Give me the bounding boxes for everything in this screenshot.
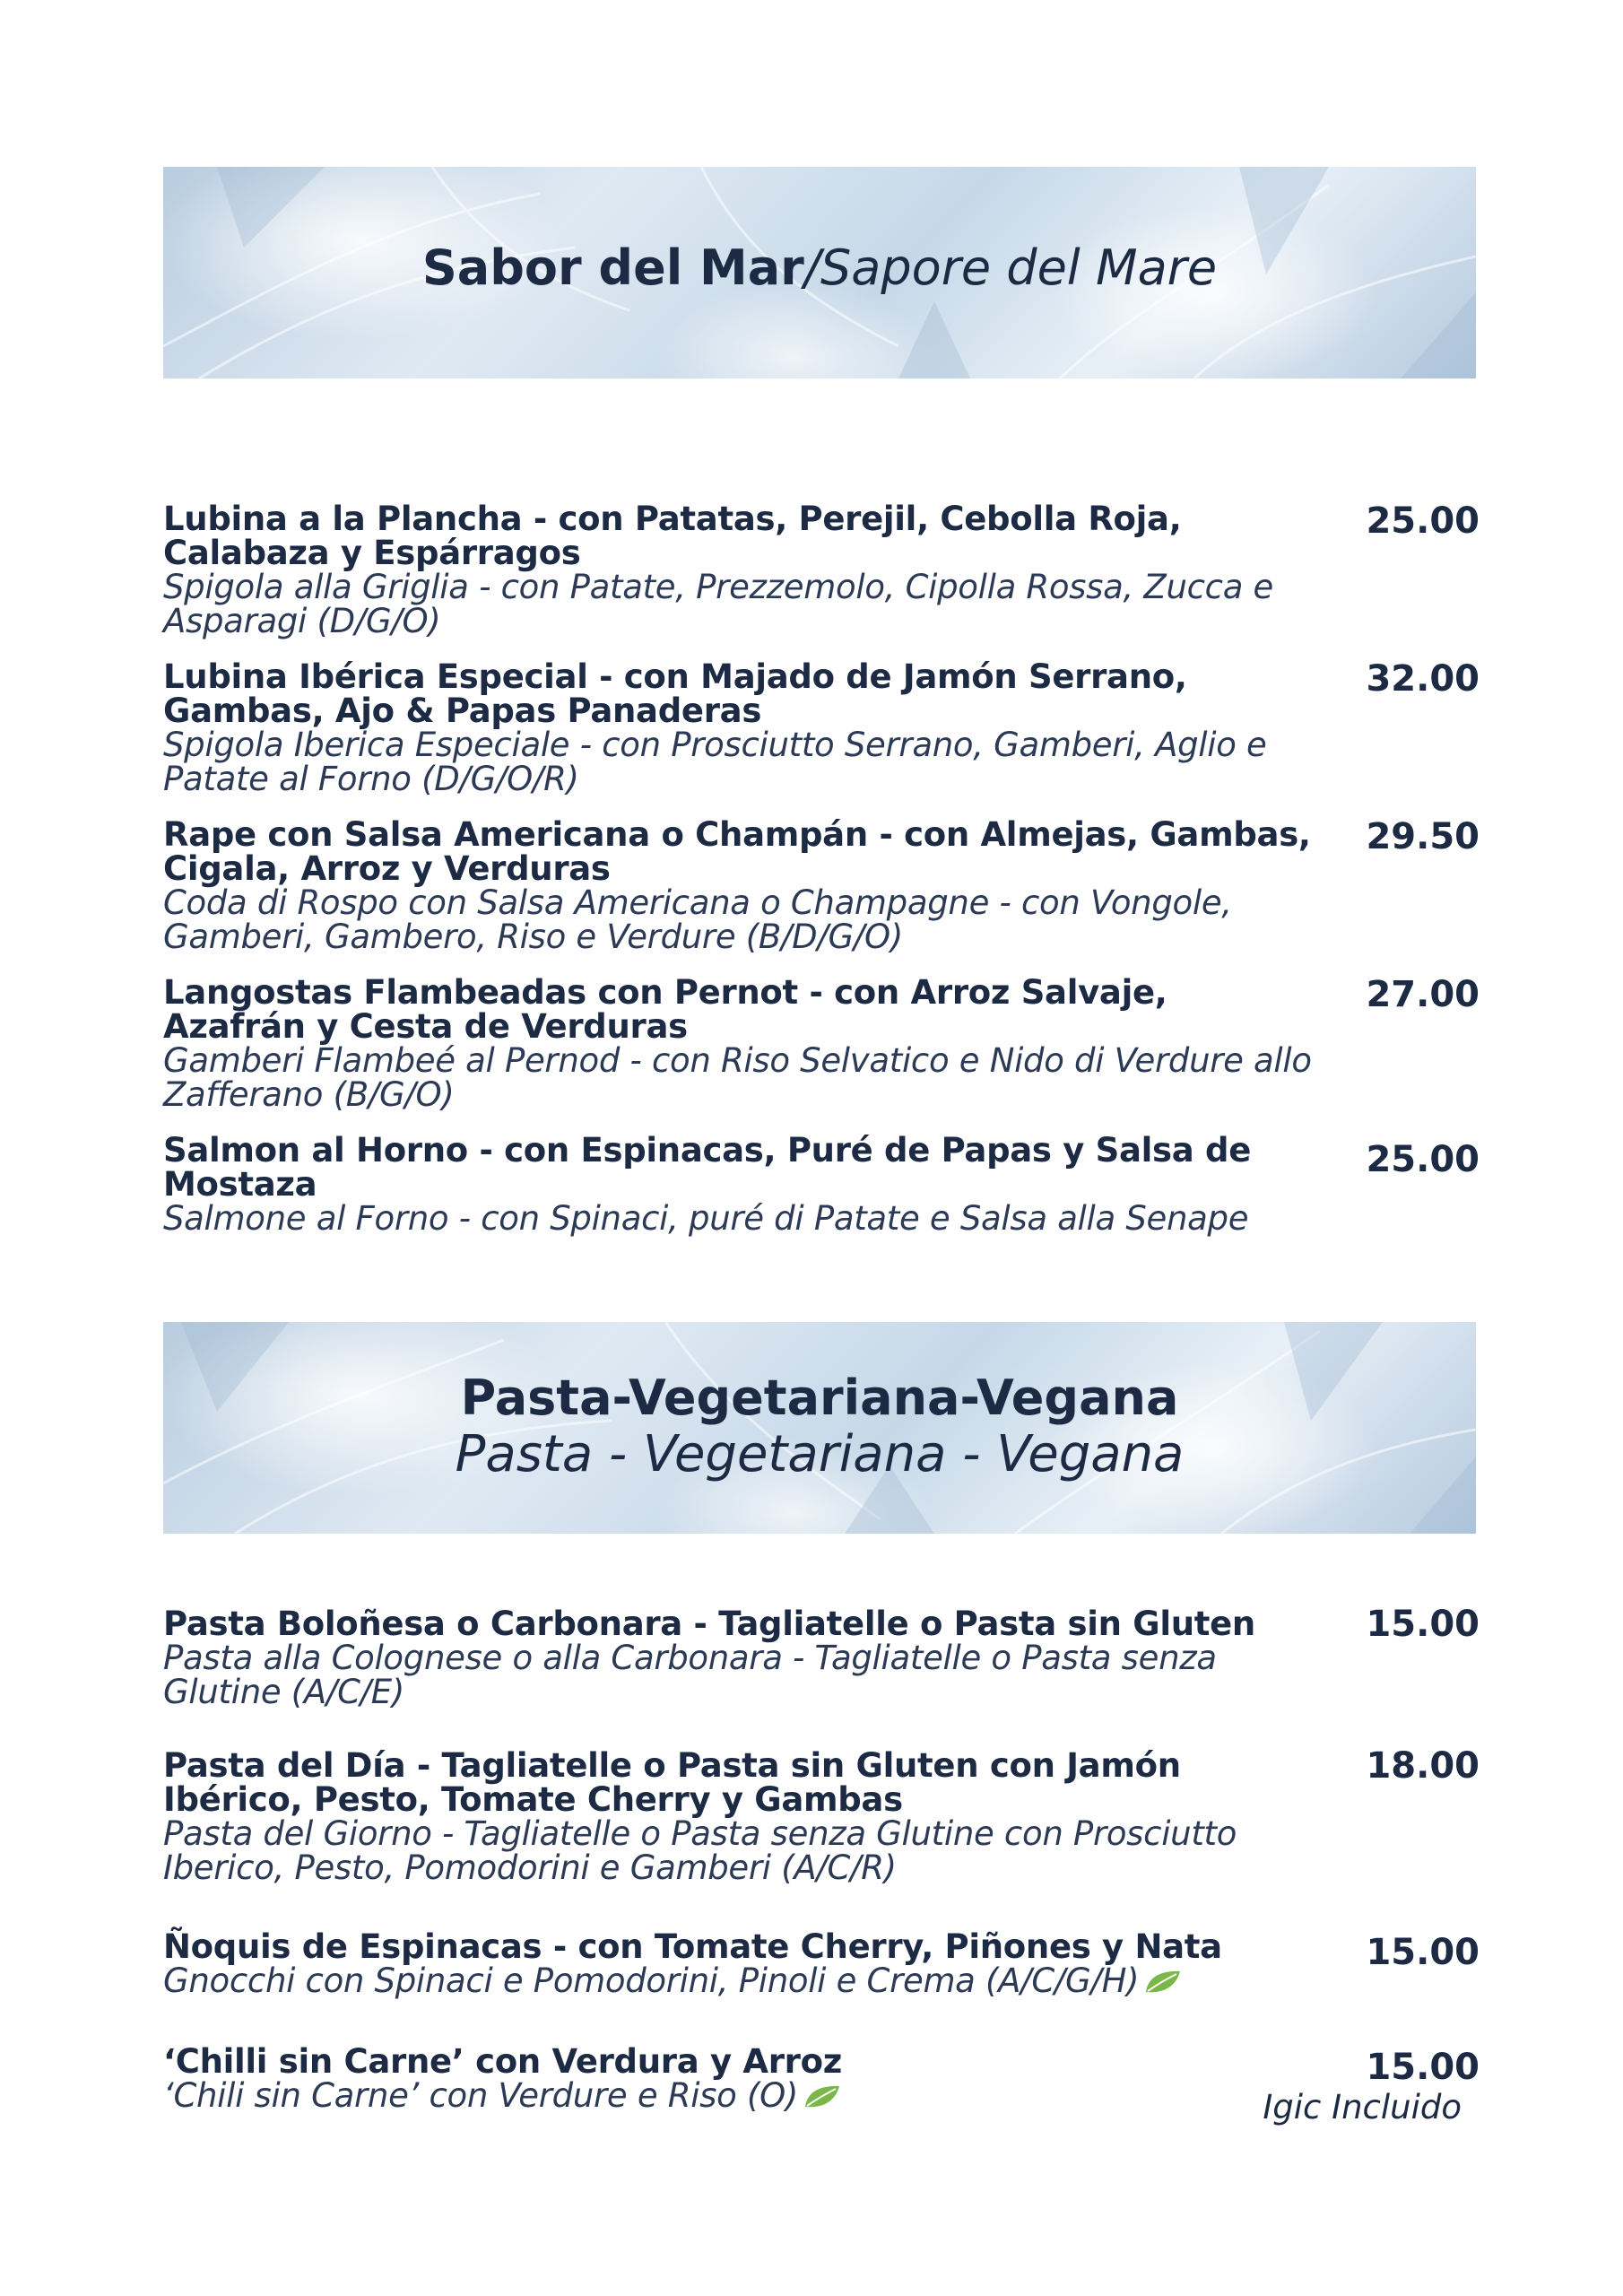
item-price: 25.00 [1366,500,1480,542]
vegan-leaf-icon [1142,1969,1182,1996]
section-title-es: Pasta-Vegetariana-Vegana [460,1370,1179,1426]
tax-included-note: Igic Incluido [1263,2088,1462,2126]
item-price: 18.00 [1366,1745,1480,1787]
item-name-es: Pasta Boloñesa o Carbonara - Tagliatelle o Pasta sin Gluten [163,1605,1255,1643]
section-title [163,240,1476,296]
menu-item [163,973,1320,1114]
item-name-es: Lubina Ibérica Especial - con Majado de Jamón Serrano, Gambas, Ajo & Papas Panaderas [163,657,1187,730]
item-name-it: Gamberi Flambeé al Pernod - con Riso Selvatico e Nido di Verdure allo Zafferano (B/G/O) [163,1041,1312,1114]
item-name-it-text: Gnocchi con Spinaci e Pomodorini, Pinoli e Crema (A/C/G/H) [163,1961,1140,2000]
menu-item [163,1607,1320,1709]
menu-item [163,2042,1320,2115]
item-name-it: Spigola alla Griglia - con Patate, Prezzemolo, Cipolla Rossa, Zucca e Asparagi (D/G/O) [163,568,1273,640]
item-price: 32.00 [1366,658,1480,700]
item-name-it: Spigola Iberica Especiale - con Prosciutto Serrano, Gamberi, Aglio e Patate al Forno (D/G/O/R) [163,726,1267,798]
section-title [163,1370,1476,1483]
menu-item [163,1927,1320,2000]
menu-item [163,502,1320,639]
item-price: 27.00 [1366,974,1480,1015]
item-name-es: ‘Chilli sin Carne’ con Verdura y Arroz [163,2042,842,2081]
section-title-it: Pasta - Vegetariana - Vegana [455,1425,1185,1484]
item-name-es: Ñoquis de Espinacas - con Tomate Cherry, Piñones y Nata [163,1927,1222,1966]
item-name-it: Pasta alla Colognese o alla Carbonara - Tagliatelle o Pasta senza Glutine (A/C/E) [163,1639,1217,1711]
item-name-es: Langostas Flambeadas con Pernot - con Arroz Salvaje, Azafrán y Cesta de Verduras [163,973,1167,1046]
item-name-it: Salmone al Forno - con Spinaci, puré di Patate e Salsa alla Senape [163,1199,1249,1238]
item-name-it [163,1961,1320,2000]
vegan-leaf-icon [802,2083,841,2110]
menu-item [163,657,1320,798]
item-price: 15.00 [1366,1604,1480,1645]
menu-item [163,1131,1320,1238]
item-price: 15.00 [1366,2047,1480,2088]
section-banner-pasta [163,1322,1476,1534]
item-name-it: Coda di Rospo con Salsa Americana o Champagne - con Vongole, Gamberi, Gambero, Riso e Verdure (B/D/G/O) [163,883,1232,956]
item-price: 25.00 [1366,1139,1480,1180]
item-name-it [163,2076,1320,2115]
section-title-es: Sabor del Mar [421,239,804,296]
menu-item [163,815,1320,956]
item-price: 15.00 [1366,1932,1480,1973]
item-name-it: Pasta del Giorno - Tagliatelle o Pasta senza Glutine con Prosciutto Iberico, Pesto, Pomodorini e Gamberi (A/C/R) [163,1814,1237,1887]
item-name-es: Pasta del Día - Tagliatelle o Pasta sin Gluten con Jamón Ibérico, Pesto, Tomate Cherry y Gambas [163,1746,1181,1819]
item-name-it-text: ‘Chili sin Carne’ con Verdure e Riso (O) [163,2076,799,2115]
item-price: 29.50 [1366,816,1480,857]
item-name-es: Rape con Salsa Americana o Champán - con Almejas, Gambas, Cigala, Arroz y Verduras [163,815,1311,888]
menu-item [163,1746,1320,1887]
title-separator: / [803,239,821,296]
section-title-it: Sapore del Mare [820,239,1218,296]
section-banner-sabor-del-mar [163,167,1476,378]
item-name-es: Salmon al Horno - con Espinacas, Puré de Papas y Salsa de Mostaza [163,1131,1251,1204]
item-name-es: Lubina a la Plancha - con Patatas, Perejil, Cebolla Roja, Calabaza y Espárragos [163,500,1182,572]
